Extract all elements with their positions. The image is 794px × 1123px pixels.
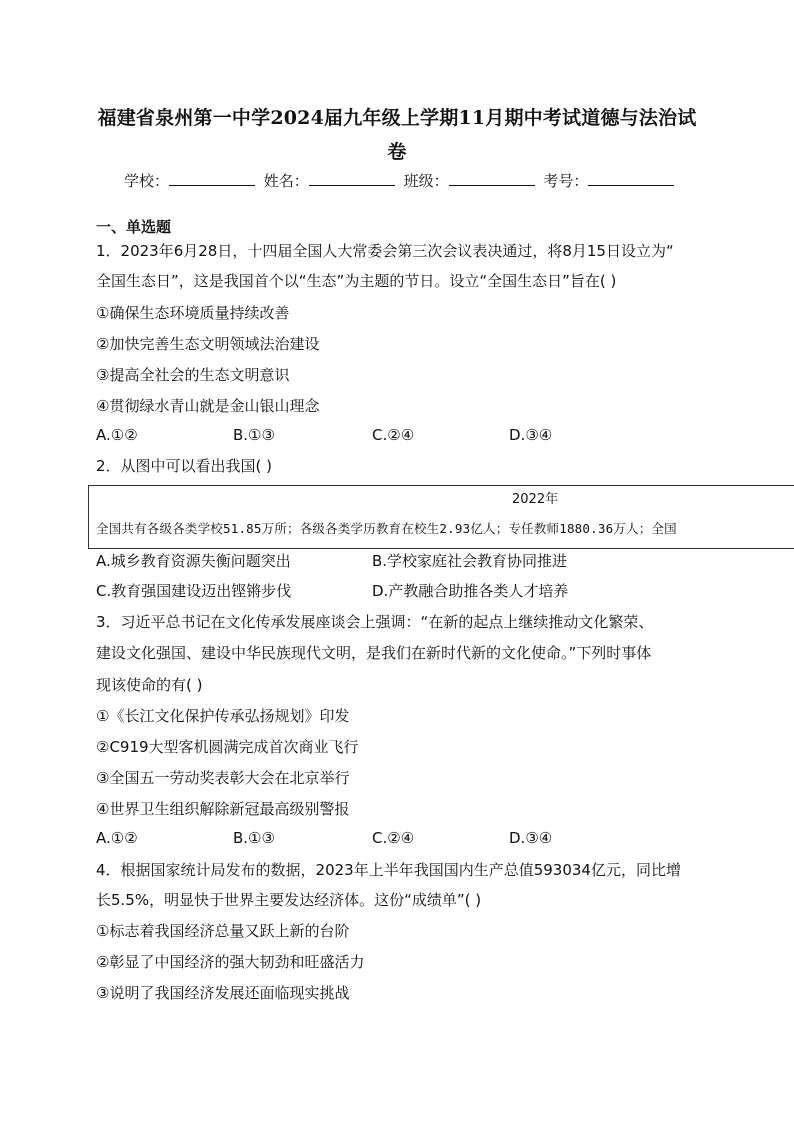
q1-item-2: ②加快完善生态文明领域法治建设 <box>96 335 320 353</box>
q3-stem-line3: 现该使命的有( ) <box>96 676 203 694</box>
q1-option-a[interactable]: A.①② <box>96 426 138 444</box>
q1-item-3: ③提高全社会的生态文明意识 <box>96 366 290 384</box>
school-label: 学校： <box>124 172 170 190</box>
exam-title-continued: 卷 <box>387 141 407 163</box>
q3-option-b[interactable]: B.①③ <box>233 829 275 847</box>
q2-option-d[interactable]: D.产教融合助推各类人才培养 <box>372 582 569 600</box>
q1-item-4: ④贯彻绿水青山就是金山银山理念 <box>96 397 320 415</box>
q3-option-d[interactable]: D.③④ <box>509 829 553 847</box>
q2-table-year: 2022年 <box>512 492 559 507</box>
name-label: 姓名： <box>263 172 309 190</box>
q4-stem-line2: 长5.5%，明显快于世界主要发达经济体。这份“成绩单”( ) <box>96 891 482 909</box>
q3-item-2: ②C919大型客机圆满完成首次商业飞行 <box>96 738 359 756</box>
q3-stem-line1: 3．习近平总书记在文化传承发展座谈会上强调：“在新的起点上继续推动文化繁荣、 <box>96 613 654 631</box>
q2-data-table <box>88 485 794 549</box>
q4-item-1: ①标志着我国经济总量又跃上新的台阶 <box>96 922 350 940</box>
q4-item-3: ③说明了我国经济发展还面临现实挑战 <box>96 984 350 1002</box>
q3-item-3: ③全国五一劳动奖表彰大会在北京举行 <box>96 769 350 787</box>
q1-option-b[interactable]: B.①③ <box>233 426 275 444</box>
q3-item-1: ①《长江文化保护传承弘扬规划》印发 <box>96 707 350 725</box>
q3-option-a[interactable]: A.①② <box>96 829 138 847</box>
number-label: 考号： <box>543 172 589 190</box>
q1-stem-line1: 1．2023年6月28日，十四届全国人大常委会第三次会议表决通过，将8月15日设立为“ <box>96 242 674 260</box>
q3-stem-line2: 建设文化强国、建设中华民族现代文明，是我们在新时代新的文化使命。”下列时事体 <box>96 644 652 662</box>
q4-stem-line1: 4．根据国家统计局发布的数据，2023年上半年我国国内生产总值593034亿元，同比增 <box>96 861 681 879</box>
student-info-row <box>124 170 678 191</box>
number-blank[interactable] <box>588 171 674 186</box>
q4-item-2: ②彰显了中国经济的强大韧劲和旺盛活力 <box>96 953 365 971</box>
class-label: 班级： <box>403 172 449 190</box>
q1-option-d[interactable]: D.③④ <box>509 426 553 444</box>
q3-option-c[interactable]: C.②④ <box>372 829 415 847</box>
q2-option-c[interactable]: C.教育强国建设迈出铿锵步伐 <box>96 582 292 600</box>
class-blank[interactable] <box>449 171 535 186</box>
section-title: 一、单选题 <box>96 218 172 236</box>
name-blank[interactable] <box>309 171 395 186</box>
school-blank[interactable] <box>169 171 255 186</box>
q2-stem: 2．从图中可以看出我国( ) <box>96 457 273 475</box>
q2-table-text: 全国共有各级各类学校51.85万所；各级各类学历教育在校生2.93亿人；专任教师1880.36万人；全国 <box>96 521 677 536</box>
q1-stem-line2: 全国生态日”，这是我国首个以“生态”为主题的节日。设立“全国生态日”旨在( ) <box>96 272 617 290</box>
q1-item-1: ①确保生态环境质量持续改善 <box>96 304 290 322</box>
q2-option-a[interactable]: A.城乡教育资源失衡问题突出 <box>96 552 291 570</box>
q3-item-4: ④世界卫生组织解除新冠最高级别警报 <box>96 800 350 818</box>
exam-title: 福建省泉州第一中学2024届九年级上学期11月期中考试道德与法治试 <box>97 107 697 129</box>
q1-option-c[interactable]: C.②④ <box>372 426 415 444</box>
q2-option-b[interactable]: B.学校家庭社会教育协同推进 <box>372 552 568 570</box>
